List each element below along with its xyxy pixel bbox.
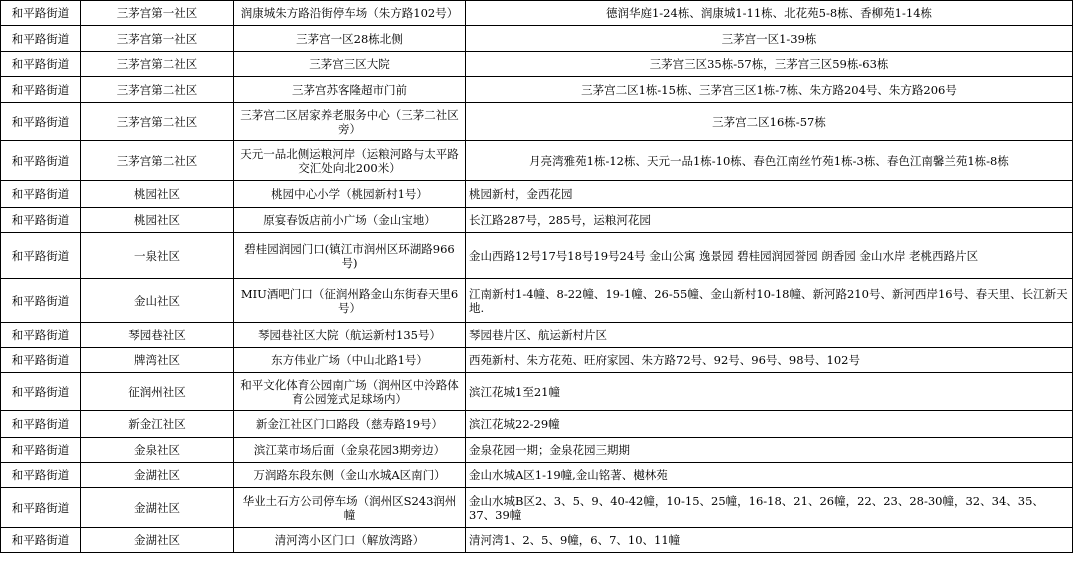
community-cell[interactable]: 新金江社区: [81, 411, 234, 438]
table-row[interactable]: [1, 103, 1073, 141]
service-area-cell[interactable]: 清河湾1、2、5、9幢，6、7、10、11幢: [466, 528, 1073, 553]
community-cell[interactable]: 三茅宫第二社区: [81, 77, 234, 103]
service-area-cell[interactable]: 金山水城B区2、3、5、9、40-42幢，10-15、25幢，16-18、21、26幢，22、23、28-30幢，32、34、35、37、39幢: [466, 488, 1073, 528]
community-cell[interactable]: 三茅宫第二社区: [81, 52, 234, 77]
community-cell[interactable]: 金湖社区: [81, 463, 234, 488]
table-row[interactable]: [1, 1, 1073, 26]
location-cell[interactable]: 和平文化体育公园南广场（润州区中泠路体育公园笼式足球场内）: [234, 373, 466, 411]
community-cell[interactable]: 三茅宫第二社区: [81, 141, 234, 181]
location-cell[interactable]: 万润路东段东侧（金山水城A区南门）: [234, 463, 466, 488]
street-cell[interactable]: 和平路街道: [1, 208, 81, 233]
street-cell[interactable]: 和平路街道: [1, 1, 81, 26]
street-cell[interactable]: 和平路街道: [1, 141, 81, 181]
street-cell[interactable]: 和平路街道: [1, 181, 81, 208]
table-row[interactable]: [1, 323, 1073, 348]
street-cell[interactable]: 和平路街道: [1, 411, 81, 438]
location-cell[interactable]: 天元一品北侧运粮河岸（运粮河路与太平路交汇处向北200米）: [234, 141, 466, 181]
location-cell[interactable]: 三茅宫苏客隆超市门前: [234, 77, 466, 103]
street-cell[interactable]: 和平路街道: [1, 52, 81, 77]
street-cell[interactable]: 和平路街道: [1, 373, 81, 411]
service-area-cell[interactable]: 三茅宫一区1-39栋: [466, 26, 1073, 52]
service-area-cell[interactable]: 金山水城A区1-19幢,金山铭著、樾林苑: [466, 463, 1073, 488]
location-cell[interactable]: 润康城朱方路沿街停车场（朱方路102号）: [234, 1, 466, 26]
table-body: [1, 1, 1073, 553]
location-cell[interactable]: MIU酒吧门口（征润州路金山东街春天里6号）: [234, 279, 466, 323]
location-cell[interactable]: 华业土石方公司停车场（润州区S243润州幢: [234, 488, 466, 528]
community-cell[interactable]: 琴园巷社区: [81, 323, 234, 348]
service-area-cell[interactable]: 金泉花园一期；金泉花园三期期: [466, 438, 1073, 463]
location-cell[interactable]: 三茅宫一区28栋北侧: [234, 26, 466, 52]
community-cell[interactable]: 金山社区: [81, 279, 234, 323]
community-cell[interactable]: 桃园社区: [81, 208, 234, 233]
table-row[interactable]: [1, 348, 1073, 373]
street-cell[interactable]: 和平路街道: [1, 488, 81, 528]
street-cell[interactable]: 和平路街道: [1, 528, 81, 553]
table-row[interactable]: [1, 77, 1073, 103]
table-row[interactable]: [1, 528, 1073, 553]
street-cell[interactable]: 和平路街道: [1, 77, 81, 103]
service-area-cell[interactable]: 西苑新村、朱方花苑、旺府家园、朱方路72号、92号、96号、98号、102号: [466, 348, 1073, 373]
community-cell[interactable]: 金湖社区: [81, 528, 234, 553]
location-cell[interactable]: 滨江菜市场后面（金泉花园3期旁边）: [234, 438, 466, 463]
table-row[interactable]: [1, 411, 1073, 438]
service-area-cell[interactable]: 三茅宫二区1栋-15栋、三茅宫三区1栋-7栋、朱方路204号、朱方路206号: [466, 77, 1073, 103]
community-cell[interactable]: 牌湾社区: [81, 348, 234, 373]
table-row[interactable]: [1, 488, 1073, 528]
service-area-cell[interactable]: 三茅宫三区35栋-57栋，三茅宫三区59栋-63栋: [466, 52, 1073, 77]
street-cell[interactable]: 和平路街道: [1, 323, 81, 348]
community-cell[interactable]: 金湖社区: [81, 488, 234, 528]
service-area-cell[interactable]: 桃园新村，金西花园: [466, 181, 1073, 208]
service-area-cell[interactable]: 滨江花城22-29幢: [466, 411, 1073, 438]
service-area-cell[interactable]: 德润华庭1-24栋、润康城1-11栋、北花苑5-8栋、香柳苑1-14栋: [466, 1, 1073, 26]
street-cell[interactable]: 和平路街道: [1, 438, 81, 463]
table-row[interactable]: [1, 181, 1073, 208]
service-area-cell[interactable]: 金山西路12号17号18号19号24号 金山公寓 逸景园 碧桂园润园誉园 朗香园 金山水岸 老桃西路片区: [466, 233, 1073, 279]
service-area-cell[interactable]: 三茅宫二区16栋-57栋: [466, 103, 1073, 141]
table-row[interactable]: [1, 26, 1073, 52]
service-area-cell[interactable]: 江南新村1-4幢、8-22幢、19-1幢、26-55幢、金山新村10-18幢、新河路210号、新河西岸16号、春天里、长江新天地.: [466, 279, 1073, 323]
table-row[interactable]: [1, 233, 1073, 279]
community-cell[interactable]: 三茅宫第一社区: [81, 1, 234, 26]
street-cell[interactable]: 和平路街道: [1, 463, 81, 488]
table-row[interactable]: [1, 279, 1073, 323]
community-cell[interactable]: 一泉社区: [81, 233, 234, 279]
location-cell[interactable]: 清河湾小区门口（解放湾路）: [234, 528, 466, 553]
table-row[interactable]: [1, 438, 1073, 463]
location-cell[interactable]: 东方伟业广场（中山北路1号）: [234, 348, 466, 373]
street-cell[interactable]: 和平路街道: [1, 233, 81, 279]
community-cell[interactable]: 征润州社区: [81, 373, 234, 411]
service-area-cell[interactable]: 长江路287号，285号，运粮河花园: [466, 208, 1073, 233]
table-row[interactable]: [1, 373, 1073, 411]
location-cell[interactable]: 三茅宫三区大院: [234, 52, 466, 77]
service-area-cell[interactable]: 琴园巷片区、航运新村片区: [466, 323, 1073, 348]
location-cell[interactable]: 琴园巷社区大院（航运新村135号）: [234, 323, 466, 348]
street-cell[interactable]: 和平路街道: [1, 26, 81, 52]
street-cell[interactable]: 和平路街道: [1, 348, 81, 373]
location-cell[interactable]: 新金江社区门口路段（慈寿路19号）: [234, 411, 466, 438]
table-row[interactable]: [1, 52, 1073, 77]
location-cell[interactable]: 原宴春饭店前小广场（金山宝地）: [234, 208, 466, 233]
community-cell[interactable]: 三茅宫第一社区: [81, 26, 234, 52]
service-area-cell[interactable]: 滨江花城1至21幢: [466, 373, 1073, 411]
location-cell[interactable]: 桃园中心小学（桃园新村1号）: [234, 181, 466, 208]
street-cell[interactable]: 和平路街道: [1, 279, 81, 323]
service-area-cell[interactable]: 月亮湾雅苑1栋-12栋、天元一品1栋-10栋、春色江南丝竹苑1栋-3栋、春色江南馨兰苑1栋-8栋: [466, 141, 1073, 181]
community-cell[interactable]: 三茅宫第二社区: [81, 103, 234, 141]
location-cell[interactable]: 三茅宫二区居家养老服务中心（三茅二社区旁）: [234, 103, 466, 141]
table-row[interactable]: [1, 463, 1073, 488]
table-row[interactable]: [1, 141, 1073, 181]
street-cell[interactable]: 和平路街道: [1, 103, 81, 141]
community-cell[interactable]: 金泉社区: [81, 438, 234, 463]
community-cell[interactable]: 桃园社区: [81, 181, 234, 208]
location-cell[interactable]: 碧桂园润园门口(镇江市润州区环湖路966号): [234, 233, 466, 279]
table-row[interactable]: [1, 208, 1073, 233]
